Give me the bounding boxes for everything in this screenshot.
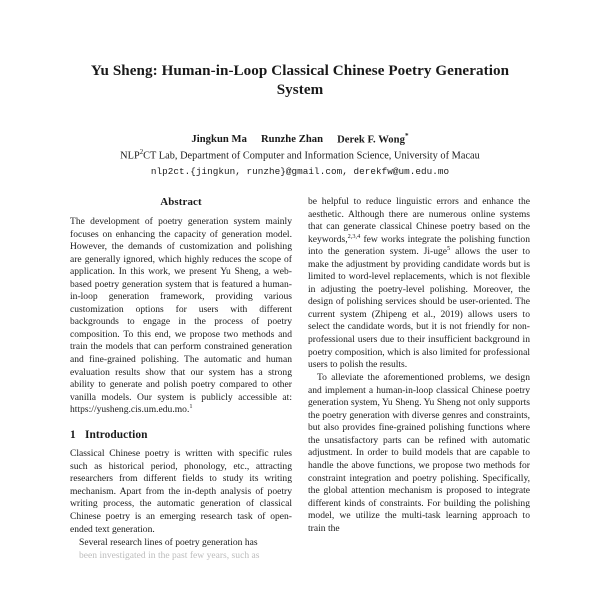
abstract-body: The development of poetry generation system mainly focuses on enhancing the capacity of generation model. However, the demands of customization and polishing are generally ignored, which highly reduces the scope of application. In this work, we present Yu Sheng, a web-based poetry generation system that is featured a human-in-loop generation framework, providing various customization options for users with different backgrounds to engage in the process of poetry composition. To this end, we propose two methods and train the models that can perform constrained generation and fine-grained polishing. The automatic and human evaluation results show that our system has a strong ability to generate and polish poetry compared to other vanilla models. Our system is publicly accessible at: https://yusheng.cis.um.edu.mo.	[70, 216, 292, 416]
body-columns	[70, 196, 530, 600]
abstract-text	[70, 216, 292, 417]
intro-paragraph-1: Classical Chinese poetry is written with specific rules such as historical period, phonology, etc., attracting researchers from different fields to study its writing mechanism. Apart from the in-depth analysis of poetry writing process, the automatic generation of classical Chinese poetry is an emerging research task of open-ended text generation.	[70, 448, 292, 535]
right-paragraph-1-a: be helpful to reduce linguistic errors and enhance the aesthetic. Although there are numerous online systems that can generate classical Chinese poetry based on the keywords,	[308, 196, 530, 245]
author-1	[191, 134, 247, 145]
author-3-affiliation-marker: *	[404, 131, 409, 140]
intro-paragraph-2-clipped: been investigated in the past few years, such as	[79, 549, 260, 561]
affiliation	[70, 149, 530, 161]
right-column	[308, 196, 530, 600]
author-list	[70, 132, 530, 146]
author-2	[261, 134, 323, 145]
right-paragraph-1	[308, 196, 530, 372]
author-3-name: Derek F. Wong	[337, 134, 405, 146]
author-3	[337, 132, 409, 146]
right-paragraph-2: To alleviate the aforementioned problems, we design and implement a human-in-loop classical Chinese poetry generation system, Yu Sheng. Yu Sheng not only supports the poetry generation with diverse genres and constraints, but also provides fine-grained polishing functions where the unsatisfactory parts can be refined with automatic adjustment. In order to build models that are capable to handle the above functions, we propose two methods for constraint integration and poetry polishing. Specifically, the global attention mechanism is proposed to integrate different kinds of constraints. For building the polishing model, we utilize the multi-task learning approach to train the	[308, 372, 530, 534]
abstract-heading: Abstract	[160, 196, 202, 208]
section-number: 1	[70, 429, 76, 442]
author-1-name: Jingkun Ma	[191, 134, 247, 146]
section-title: Introduction	[85, 429, 148, 442]
right-paragraph-1-b: few works integrate the polishing function into the generation system. Ji-uge	[308, 233, 530, 258]
intro-paragraph-2: Several research lines of poetry generation has	[79, 536, 258, 548]
abstract-footnote-marker: 1	[189, 403, 193, 411]
title-block	[70, 0, 530, 177]
affiliation-suffix: CT Lab, Department of Computer and Information Science, University of Macau	[143, 150, 480, 162]
right-paragraph-1-c: allows the user to make the adjustment by providing candidate words but is limited to word-level replacements, which is not flexible in adjusting the poetry-level polishing. Moreover, the design of polishing services should be user-oriented. The current system (Zhipeng et al., 2019) allows users to select the candidate words, but it is not friendly for non-professional users due to their insufficient background in poetry composition, which is also limited for professional users to polish the results.	[308, 246, 530, 371]
author-emails: nlp2ct.{jingkun, runzhe}@gmail.com, derekfw@um.edu.mo	[150, 165, 450, 177]
left-column	[70, 196, 292, 600]
affiliation-superscript: 2	[139, 148, 144, 156]
citation-marker-234: 2,3,4	[347, 232, 361, 240]
author-2-name: Runzhe Zhan	[260, 134, 324, 146]
citation-marker-5: 5	[447, 245, 451, 253]
section-heading-introduction	[70, 429, 292, 441]
page-title: Yu Sheng: Human-in-Loop Classical Chinese Poetry Generation System	[90, 63, 510, 98]
affiliation-prefix: NLP	[120, 150, 140, 162]
